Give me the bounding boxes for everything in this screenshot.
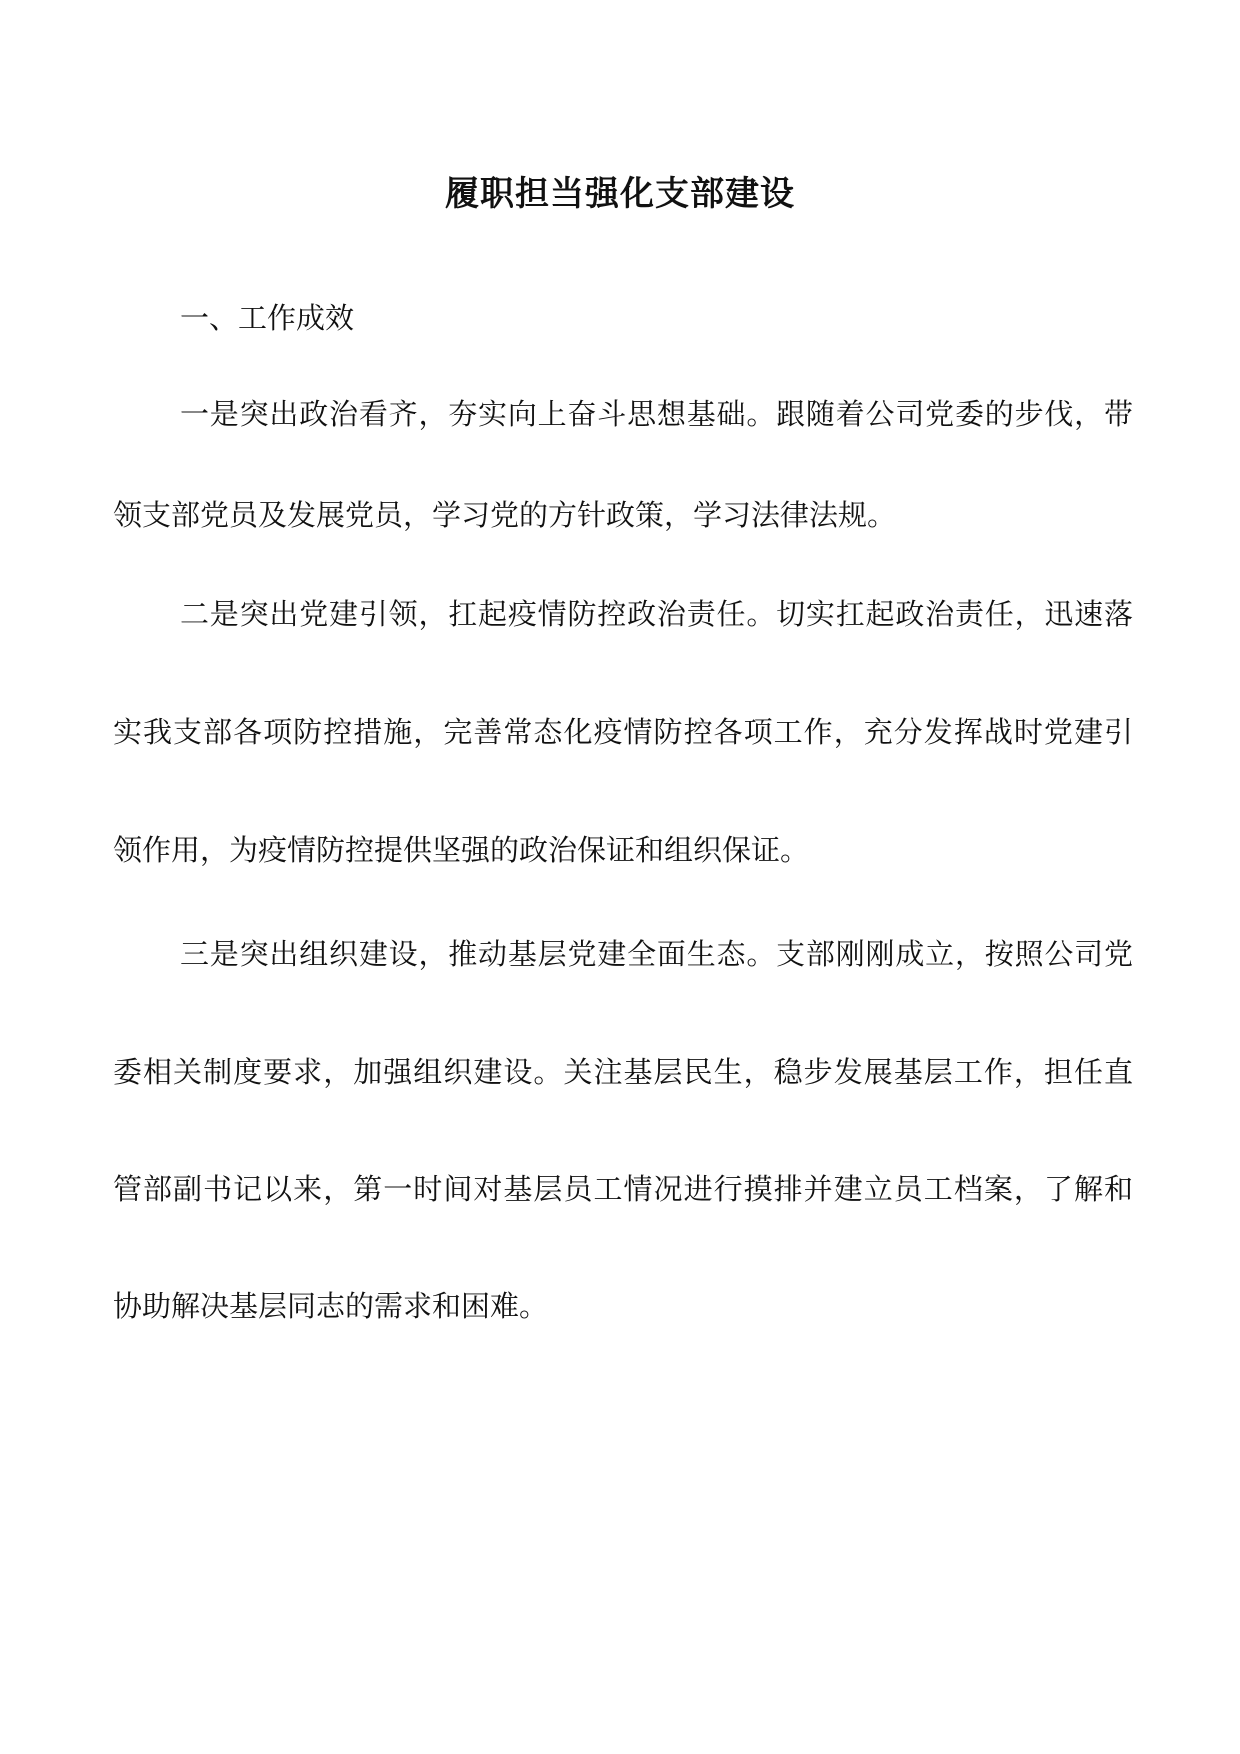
section-heading: 一、工作成效 xyxy=(180,301,355,335)
paragraph-3-line-1: 三是突出组织建设，推动基层党建全面生态。支部刚刚成立，按照公司党 xyxy=(180,937,1133,971)
paragraph-2-line-3: 领作用，为疫情防控提供坚强的政治保证和组织保证。 xyxy=(113,833,810,867)
paragraph-1-line-1: 一是突出政治看齐，夯实向上奋斗思想基础。跟随着公司党委的步伐，带 xyxy=(180,397,1133,431)
paragraph-3-line-4: 协助解决基层同志的需求和困难。 xyxy=(113,1289,549,1323)
paragraph-3-line-3: 管部副书记以来，第一时间对基层员工情况进行摸排并建立员工档案，了解和 xyxy=(113,1172,1133,1206)
paragraph-2-line-1: 二是突出党建引领，扛起疫情防控政治责任。切实扛起政治责任，迅速落 xyxy=(180,597,1133,631)
paragraph-3-line-2: 委相关制度要求，加强组织建设。关注基层民生，稳步发展基层工作，担任直 xyxy=(113,1055,1133,1089)
paragraph-2-line-2: 实我支部各项防控措施，完善常态化疫情防控各项工作，充分发挥战时党建引 xyxy=(113,715,1133,749)
document-title: 履职担当强化支部建设 xyxy=(445,174,795,214)
paragraph-1-line-2: 领支部党员及发展党员，学习党的方针政策，学习法律法规。 xyxy=(113,498,897,532)
